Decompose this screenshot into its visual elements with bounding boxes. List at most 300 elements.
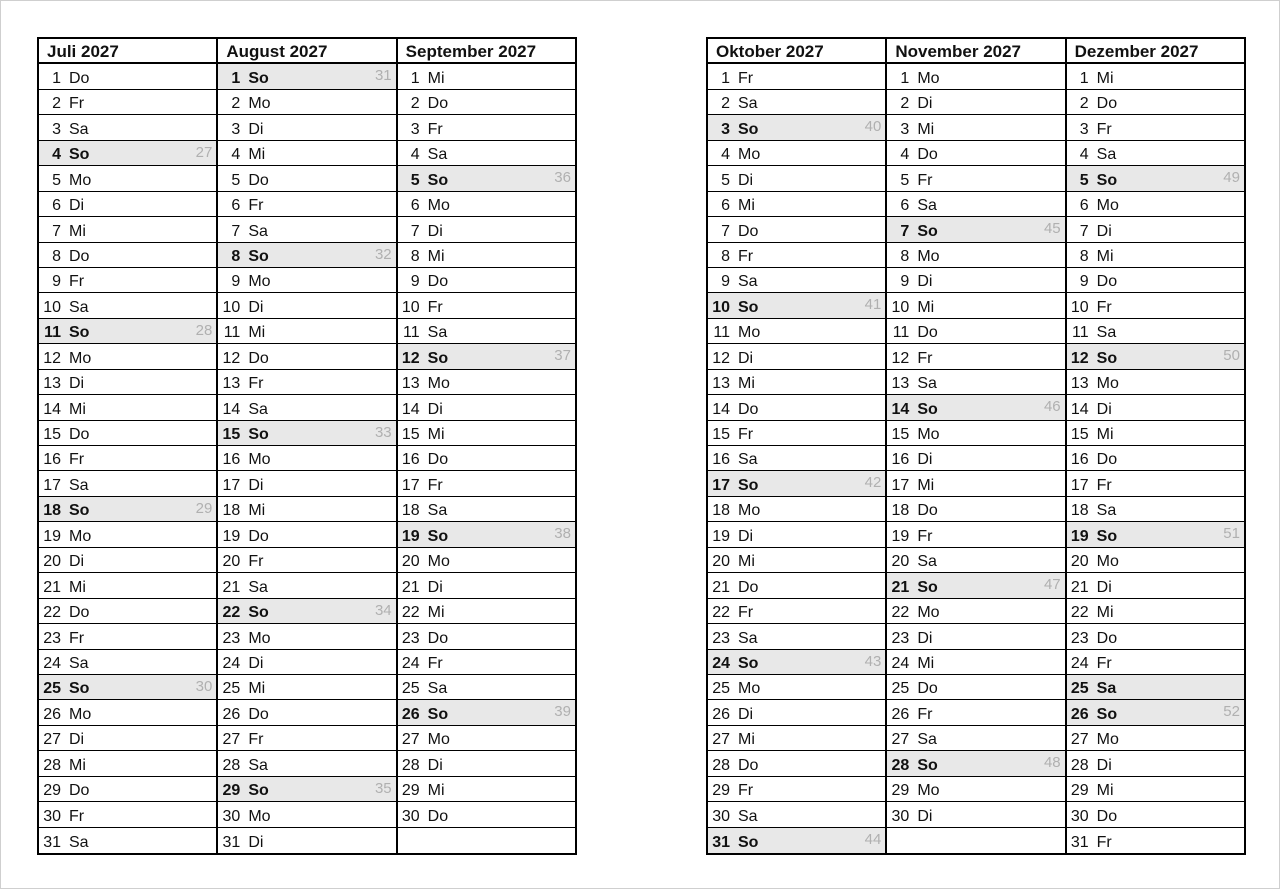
day-row: [708, 471, 885, 496]
day-number: 23: [43, 629, 61, 647]
day-number: 15: [712, 426, 730, 443]
day-row: [218, 446, 395, 471]
day-number: 25: [401, 680, 420, 698]
day-number: 29: [712, 782, 730, 800]
weekday-label: Fr: [917, 527, 933, 545]
month-title: Oktober 2027: [708, 39, 885, 64]
weekday-label: Di: [427, 400, 443, 418]
day-row: [39, 421, 216, 446]
day-row: [887, 751, 1064, 776]
day-row: [218, 217, 395, 242]
weekday-label: Mi: [248, 502, 266, 520]
day-number: 21: [1070, 578, 1089, 596]
day-number: 12: [222, 349, 241, 367]
weekday-label: So: [427, 171, 449, 189]
day-row: [39, 90, 216, 115]
week-number: 51: [1223, 525, 1240, 543]
day-row: [708, 90, 885, 115]
weekday-label: Sa: [1096, 680, 1117, 698]
day-row: [398, 471, 575, 496]
weekday-label: Fr: [69, 807, 85, 825]
weekday-label: Mo: [1096, 375, 1119, 393]
day-number: 14: [401, 400, 420, 418]
weekday-label: Fr: [69, 451, 85, 469]
day-number: 22: [891, 604, 910, 622]
day-row: [398, 726, 575, 751]
day-row: [887, 777, 1064, 802]
day-list: [39, 64, 216, 853]
day-number: 31: [43, 834, 61, 851]
day-row: [887, 446, 1064, 471]
day-number: 3: [900, 120, 910, 138]
day-number: 6: [900, 197, 910, 215]
weekday-label: Fr: [427, 476, 443, 494]
week-number: 44: [864, 830, 882, 848]
day-row: [708, 243, 885, 268]
week-number: 41: [864, 296, 882, 314]
weekday-label: Do: [69, 426, 90, 443]
day-number: 20: [891, 553, 910, 571]
day-row: [1067, 421, 1244, 446]
day-row: [218, 599, 395, 624]
day-row: [1067, 548, 1244, 573]
day-row: [1067, 471, 1244, 496]
day-number: 11: [403, 324, 420, 342]
day-number: 2: [410, 95, 420, 113]
day-row: [1067, 599, 1244, 624]
day-number: 28: [1070, 756, 1089, 774]
weekday-label: Fr: [738, 782, 754, 800]
day-number: 28: [222, 756, 241, 774]
week-number: 36: [554, 169, 571, 187]
day-row: [398, 268, 575, 293]
day-row: [708, 115, 885, 140]
day-row: [887, 192, 1064, 217]
weekday-label: So: [917, 756, 938, 774]
day-row: [398, 751, 575, 776]
weekday-label: Mi: [248, 680, 266, 698]
day-number: 31: [1070, 834, 1089, 851]
day-number: 13: [401, 375, 420, 393]
day-row: [708, 293, 885, 318]
weekday-label: Mo: [917, 69, 940, 87]
day-row: [887, 166, 1064, 191]
calendar-half-right: [706, 37, 1246, 855]
weekday-label: Sa: [427, 324, 448, 342]
day-number: 28: [401, 756, 420, 774]
weekday-label: Di: [917, 273, 933, 291]
day-number: 2: [721, 95, 730, 113]
day-number: 1: [721, 69, 730, 87]
day-number: 14: [712, 400, 730, 418]
day-number: 7: [52, 222, 61, 240]
day-number: 3: [52, 120, 61, 138]
day-number: 18: [43, 502, 61, 520]
empty-day-row: [398, 828, 575, 853]
day-number: 29: [43, 782, 61, 800]
day-row: [218, 421, 395, 446]
weekday-label: So: [69, 324, 90, 342]
weekday-label: So: [738, 298, 759, 316]
day-number: 15: [891, 426, 910, 443]
day-row: [218, 726, 395, 751]
weekday-label: So: [738, 476, 759, 494]
day-row: [39, 573, 216, 598]
weekday-label: Do: [1096, 273, 1118, 291]
day-row: [1067, 675, 1244, 700]
weekday-label: Di: [738, 349, 754, 367]
day-number: 26: [891, 705, 910, 723]
day-number: 30: [401, 807, 420, 825]
day-number: 11: [1072, 324, 1089, 342]
day-row: [398, 802, 575, 827]
month-column-september: [398, 39, 577, 853]
weekday-label: Do: [427, 629, 449, 647]
day-number: 30: [1070, 807, 1089, 825]
weekday-label: Mo: [248, 273, 271, 291]
weekday-label: Fr: [738, 426, 754, 443]
day-number: 19: [891, 527, 910, 545]
week-number: 37: [554, 347, 571, 365]
weekday-label: Di: [1096, 578, 1112, 596]
weekday-label: Do: [427, 451, 449, 469]
day-row: [218, 319, 395, 344]
day-row: [887, 624, 1064, 649]
day-row: [1067, 828, 1244, 853]
day-number: 5: [721, 171, 730, 189]
weekday-label: So: [69, 680, 90, 698]
day-number: 21: [222, 578, 241, 596]
day-row: [398, 777, 575, 802]
weekday-label: Fr: [248, 375, 264, 393]
weekday-label: Fr: [69, 273, 85, 291]
day-number: 26: [43, 705, 61, 723]
weekday-label: Di: [248, 120, 264, 138]
weekday-label: Mi: [738, 731, 755, 749]
day-number: 26: [712, 705, 730, 723]
day-row: [39, 522, 216, 547]
weekday-label: Fr: [738, 247, 754, 265]
weekday-label: Di: [1096, 222, 1112, 240]
weekday-label: Fr: [917, 349, 933, 367]
weekday-label: Mo: [1096, 553, 1119, 571]
day-number: 14: [891, 400, 910, 418]
day-number: 3: [410, 120, 420, 138]
day-number: 17: [712, 476, 730, 494]
day-row: [39, 243, 216, 268]
day-row: [39, 700, 216, 725]
day-row: [398, 599, 575, 624]
day-number: 13: [43, 375, 61, 393]
weekday-label: Sa: [917, 731, 937, 749]
day-row: [708, 650, 885, 675]
day-number: 30: [712, 807, 730, 825]
day-number: 9: [721, 273, 730, 291]
day-number: 19: [1070, 527, 1089, 545]
day-number: 25: [222, 680, 241, 698]
day-row: [1067, 751, 1244, 776]
weekday-label: Mi: [69, 222, 86, 240]
weekday-label: So: [1096, 705, 1118, 723]
day-number: 20: [1070, 553, 1089, 571]
week-number: 34: [374, 601, 392, 619]
day-number: 20: [222, 553, 241, 571]
day-number: 15: [43, 426, 61, 443]
month-title: Juli 2027: [39, 39, 216, 64]
day-number: 28: [712, 756, 730, 774]
weekday-label: Di: [917, 95, 933, 113]
weekday-label: So: [248, 69, 269, 87]
day-row: [708, 522, 885, 547]
day-row: [887, 344, 1064, 369]
day-number: 28: [43, 756, 61, 774]
day-number: 26: [222, 705, 241, 723]
day-list: [887, 64, 1064, 853]
day-row: [218, 573, 395, 598]
day-number: 22: [401, 604, 420, 622]
weekday-label: Sa: [69, 298, 89, 316]
weekday-label: Mi: [917, 120, 935, 138]
weekday-label: Sa: [738, 273, 758, 291]
day-number: 22: [712, 604, 730, 622]
weekday-label: Mo: [69, 349, 92, 367]
day-number: 24: [43, 654, 61, 672]
weekday-label: Sa: [69, 476, 89, 494]
day-number: 4: [721, 146, 730, 164]
weekday-label: Do: [248, 349, 269, 367]
weekday-label: Mi: [1096, 69, 1114, 87]
weekday-label: Do: [738, 756, 759, 774]
weekday-label: Mi: [427, 782, 445, 800]
day-list: [1067, 64, 1244, 853]
month-column-august: [218, 39, 397, 853]
day-number: 7: [410, 222, 420, 240]
day-row: [39, 471, 216, 496]
day-row: [39, 166, 216, 191]
day-row: [1067, 700, 1244, 725]
day-row: [1067, 344, 1244, 369]
day-number: 12: [43, 349, 61, 367]
week-number: 46: [1043, 398, 1061, 416]
weekday-label: Fr: [738, 604, 754, 622]
day-number: 7: [900, 222, 910, 240]
day-row: [708, 548, 885, 573]
week-number: 33: [374, 423, 392, 441]
day-row: [887, 548, 1064, 573]
day-number: 23: [891, 629, 910, 647]
weekday-label: Fr: [1096, 298, 1112, 316]
day-row: [887, 802, 1064, 827]
day-number: 13: [1070, 375, 1089, 393]
day-number: 13: [222, 375, 241, 393]
day-row: [398, 522, 575, 547]
weekday-label: Fr: [1096, 654, 1112, 672]
weekday-label: Do: [427, 273, 449, 291]
day-row: [398, 64, 575, 89]
day-number: 18: [712, 502, 730, 520]
day-row: [1067, 777, 1244, 802]
weekday-label: So: [738, 654, 759, 672]
day-number: 5: [410, 171, 420, 189]
day-row: [218, 344, 395, 369]
day-row: [708, 624, 885, 649]
weekday-label: So: [427, 349, 449, 367]
day-row: [218, 243, 395, 268]
day-row: [708, 726, 885, 751]
day-row: [398, 395, 575, 420]
week-number: 39: [554, 703, 571, 721]
weekday-label: Mi: [1096, 426, 1114, 443]
day-number: 18: [222, 502, 241, 520]
day-number: 12: [1070, 349, 1089, 367]
weekday-label: Sa: [738, 451, 758, 469]
weekday-label: Di: [248, 476, 264, 494]
weekday-label: Mi: [69, 578, 86, 596]
day-number: 29: [891, 782, 910, 800]
day-row: [887, 268, 1064, 293]
day-row: [1067, 293, 1244, 318]
weekday-label: Fr: [1096, 834, 1112, 851]
day-number: 6: [231, 197, 241, 215]
day-row: [398, 115, 575, 140]
day-number: 7: [1079, 222, 1089, 240]
day-number: 29: [1070, 782, 1089, 800]
weekday-label: Mi: [248, 146, 266, 164]
day-number: 5: [52, 171, 61, 189]
day-number: 20: [43, 553, 61, 571]
day-row: [1067, 624, 1244, 649]
day-row: [887, 319, 1064, 344]
day-number: 16: [1070, 451, 1089, 469]
day-number: 29: [222, 782, 241, 800]
weekday-label: Di: [69, 553, 85, 571]
month-column-october: [708, 39, 887, 853]
day-row: [887, 700, 1064, 725]
day-row: [218, 777, 395, 802]
day-row: [39, 777, 216, 802]
day-row: [887, 64, 1064, 89]
day-row: [398, 497, 575, 522]
day-number: 4: [52, 146, 61, 164]
day-number: 4: [410, 146, 420, 164]
week-number: 27: [195, 143, 213, 161]
day-number: 21: [43, 578, 61, 596]
weekday-label: Fr: [248, 553, 264, 571]
week-number: 47: [1043, 576, 1061, 594]
day-number: 16: [401, 451, 420, 469]
weekday-label: Mo: [917, 426, 940, 443]
day-number: 20: [401, 553, 420, 571]
day-number: 4: [231, 146, 241, 164]
day-row: [398, 166, 575, 191]
weekday-label: So: [917, 222, 938, 240]
month-title: August 2027: [218, 39, 395, 64]
day-number: 25: [43, 680, 61, 698]
day-number: 8: [410, 247, 420, 265]
day-row: [398, 243, 575, 268]
weekday-label: Di: [248, 654, 264, 672]
day-row: [708, 802, 885, 827]
weekday-label: Mi: [427, 426, 445, 443]
week-number: 38: [554, 525, 571, 543]
day-row: [398, 192, 575, 217]
day-number: 13: [891, 375, 910, 393]
weekday-label: Do: [69, 782, 90, 800]
day-number: 27: [1070, 731, 1089, 749]
day-row: [1067, 726, 1244, 751]
weekday-label: Sa: [69, 834, 89, 851]
day-row: [398, 650, 575, 675]
day-number: 21: [401, 578, 420, 596]
day-row: [1067, 192, 1244, 217]
day-number: 18: [401, 502, 420, 520]
day-number: 19: [712, 527, 730, 545]
day-number: 31: [222, 834, 241, 851]
day-number: 12: [401, 349, 420, 367]
day-row: [708, 395, 885, 420]
week-number: 42: [864, 474, 882, 492]
day-row: [398, 293, 575, 318]
day-number: 10: [401, 298, 420, 316]
day-row: [39, 344, 216, 369]
weekday-label: Di: [427, 756, 443, 774]
weekday-label: Mo: [248, 95, 271, 113]
weekday-label: Sa: [69, 654, 89, 672]
weekday-label: So: [248, 604, 269, 622]
day-row: [39, 497, 216, 522]
weekday-label: Sa: [738, 95, 758, 113]
weekday-label: Sa: [248, 222, 268, 240]
month-column-november: [887, 39, 1066, 853]
day-number: 16: [712, 451, 730, 469]
day-number: 8: [900, 247, 910, 265]
day-row: [1067, 90, 1244, 115]
day-row: [708, 828, 885, 853]
weekday-label: Di: [917, 451, 933, 469]
weekday-label: Di: [69, 731, 85, 749]
day-row: [1067, 217, 1244, 242]
day-row: [398, 446, 575, 471]
weekday-label: So: [248, 247, 269, 265]
weekday-label: Mo: [427, 375, 450, 393]
day-number: 1: [1079, 69, 1089, 87]
day-number: 25: [891, 680, 910, 698]
day-row: [398, 141, 575, 166]
day-number: 29: [401, 782, 420, 800]
day-number: 11: [892, 324, 910, 342]
day-row: [39, 650, 216, 675]
day-number: 28: [891, 756, 910, 774]
weekday-label: Sa: [738, 807, 758, 825]
day-row: [398, 573, 575, 598]
day-row: [708, 446, 885, 471]
day-number: 22: [1070, 604, 1089, 622]
day-row: [1067, 650, 1244, 675]
day-row: [39, 370, 216, 395]
day-list: [398, 64, 575, 853]
day-number: 27: [891, 731, 910, 749]
week-number: 48: [1043, 754, 1061, 772]
day-number: 7: [721, 222, 730, 240]
day-number: 27: [712, 731, 730, 749]
day-row: [39, 548, 216, 573]
day-row: [708, 777, 885, 802]
weekday-label: Do: [248, 527, 269, 545]
day-number: 23: [712, 629, 730, 647]
weekday-label: Sa: [1096, 324, 1117, 342]
day-row: [398, 90, 575, 115]
day-row: [708, 675, 885, 700]
